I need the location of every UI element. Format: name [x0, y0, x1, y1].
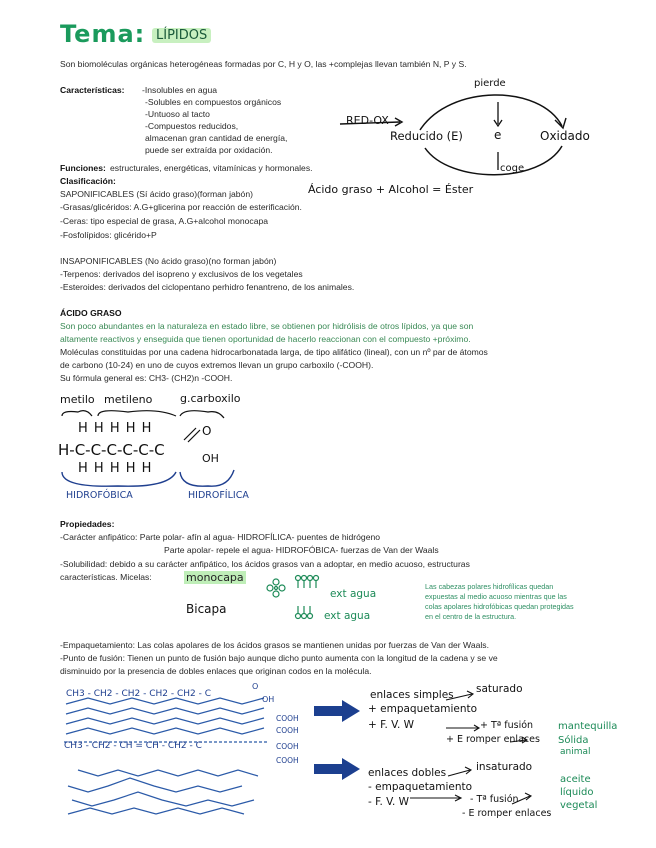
micelle-note: en el centro de la estructura.: [425, 612, 517, 621]
mantequilla-label: Sólida: [558, 735, 589, 746]
aceite-label: vegetal: [560, 800, 598, 811]
insaturado-label: insaturado: [476, 761, 533, 773]
fusion-line: disminuido por la presencia de dobles enlaces que originan codos en la molécula.: [60, 666, 372, 676]
label-metileno: metileno: [104, 393, 153, 406]
monocapa-label: monocapa: [186, 571, 244, 584]
simples-fusion: + Tª fusión: [480, 720, 534, 731]
redox-coge: coge: [500, 163, 525, 174]
redox-label: RED-OX: [346, 114, 389, 127]
caracteristica-item: -Compuestos reducidos,: [145, 121, 239, 131]
acido-graso-line: Moléculas constituidas por una cadena hidrocarbonatada larga, de tipo alifático (lineal), con un nº par de átomos: [60, 347, 488, 357]
sap-item: -Grasas/glicéridos: A.G+glicerina por reacción de esterificación.: [60, 202, 302, 212]
saponificables-heading: SAPONIFICABLES (Sí ácido graso)(forman jabón): [60, 189, 253, 199]
dobles-line: - F. V. W: [368, 796, 410, 808]
clasificacion-label: Clasificación:: [60, 176, 116, 186]
cooh-label: COOH: [276, 726, 299, 735]
saturado-label: saturado: [476, 683, 523, 695]
propiedades-title: Propiedades:: [60, 519, 115, 529]
title-tema: Tema:: [60, 20, 146, 48]
caracteristica-item: almacenan gran cantidad de energía,: [145, 133, 288, 143]
funciones-text: estructurales, energéticas, vitamínicas y hormonales.: [110, 163, 313, 173]
micelle-note: expuestas al medio acuoso mientras que las: [425, 592, 567, 601]
redox-pierde: pierde: [474, 78, 506, 89]
solubilidad-line: características. Micelas:: [60, 572, 152, 582]
fusion-line: -Punto de fusión: Tienen un punto de fusión bajo aunque dicho punto aumenta con la longitud de la cadena y se ve: [60, 653, 498, 663]
insaponificables-heading: INSAPONIFICABLES (No ácido graso)(no forman jabón): [60, 256, 277, 266]
caracteristica-item: puede ser extraída por oxidación.: [145, 145, 273, 155]
struct-h-bottom: H H H H H: [78, 461, 153, 476]
dobles-fusion: - E romper enlaces: [462, 808, 552, 819]
mantequilla-label: mantequilla: [558, 721, 618, 732]
arrow-icon: [312, 756, 362, 782]
caracteristica-item: -Solubles en compuestos orgánicos: [145, 97, 282, 107]
chain1: CH3 - CH2 - CH2 - CH2 - CH2 - C: [66, 689, 212, 699]
mantequilla-label: animal: [560, 747, 591, 757]
acido-graso-line: Su fórmula general es: CH3- (CH2)n -COOH.: [60, 373, 233, 383]
micelle-note: Las cabezas polares hidrofílicas quedan: [425, 582, 554, 591]
anfipatico-line: -Carácter anfipático: Parte polar- afín al agua- HIDROFÍLICA- puentes de hidrógeno: [60, 532, 381, 542]
bicapa-label: Bicapa: [186, 602, 227, 616]
cooh-label: COOH: [276, 742, 299, 751]
ext-agua-1: ext agua: [330, 588, 377, 600]
caracteristicas-label: Características:: [60, 85, 125, 95]
label-carboxilo: g.carboxilo: [180, 392, 241, 405]
label-hidrofobica: HIDROFÓBICA: [66, 490, 133, 501]
aceite-label: aceite: [560, 774, 591, 785]
solubilidad-line: -Solubilidad: debido a su carácter anfipático, los ácidos grasos van a adoptar, en medio acuoso, estructuras: [60, 559, 470, 569]
funciones-label: Funciones:: [60, 163, 106, 173]
acido-graso-green-line: altamente reactivos y enseguida que tienen oportunidad de hacerlo reaccionan con el compuesto +próximo.: [60, 334, 471, 344]
label-hidrofilica: HIDROFÍLICA: [188, 490, 249, 501]
redox-oxidado: Oxidado: [540, 129, 590, 143]
dobles-line: - empaquetamiento: [368, 781, 473, 793]
simples-fusion: + E romper enlaces: [446, 734, 540, 745]
chain1-o: O: [252, 682, 259, 691]
chain1-oh: OH: [262, 695, 275, 704]
ester-note: Ácido graso + Alcohol = Éster: [308, 183, 474, 196]
micelle-note: colas apolares hidrofóbicas quedan protegidas: [425, 602, 574, 611]
acido-graso-line: de carbono (10-24) en uno de cuyos extremos llevan un grupo carboxilo (-COOH).: [60, 360, 374, 370]
insap-item: -Esteroides: derivados del ciclopentano perhidro fenantreno, de los animales.: [60, 282, 355, 292]
cooh-label: COOH: [276, 756, 299, 765]
acido-graso-title: ÁCIDO GRASO: [60, 308, 122, 318]
aceite-label: líquido: [560, 787, 594, 798]
title-topic: LÍPIDOS: [152, 28, 211, 43]
simples-line: + empaquetamiento: [368, 703, 478, 715]
struct-chain: H-C-C-C-C-C-C: [58, 441, 165, 459]
dobles-fusion: - Tª fusión: [470, 794, 519, 805]
label-metilo: metilo: [60, 393, 95, 406]
sap-item: -Ceras: tipo especial de grasa, A.G+alcohol monocapa: [60, 216, 269, 226]
intro-text: Son biomoléculas orgánicas heterogéneas formadas por C, H y O, las +complejas llevan también N, P y S.: [60, 59, 467, 69]
cooh-label: COOH: [276, 714, 299, 723]
ext-agua-2: ext agua: [324, 610, 371, 622]
insap-item: -Terpenos: derivados del isopreno y exclusivos de los vegetales: [60, 269, 303, 279]
simples-line: enlaces simples: [370, 689, 454, 701]
arrow-icon: [312, 698, 362, 724]
redox-reducido: Reducido (E): [390, 129, 463, 143]
chain2: CH3 - CH2 - CH = CH - CH2 - C: [64, 741, 202, 751]
caracteristica-item: -Untuoso al tacto: [145, 109, 210, 119]
empaquetamiento-line: -Empaquetamiento: Las colas apolares de los ácidos grasos se mantienen unidas por fuerzas de Van der Waals.: [60, 640, 489, 650]
struct-oh: OH: [202, 452, 219, 465]
anfipatico-line: Parte apolar- repele el agua- HIDROFÓBICA- fuerzas de Van der Waals: [164, 545, 439, 555]
caracteristica-item: -Insolubles en agua: [142, 85, 218, 95]
struct-o: O: [202, 424, 212, 438]
redox-electron: e: [494, 128, 502, 142]
sap-item: -Fosfolípidos: glicérido+P: [60, 230, 157, 240]
simples-line: + F. V. W: [368, 719, 415, 731]
acido-graso-green-line: Son poco abundantes en la naturaleza en estado libre, se obtienen por hidrólisis de otros lípidos, ya que son: [60, 321, 474, 331]
struct-h-top: H H H H H: [78, 421, 153, 436]
dobles-line: enlaces dobles: [368, 767, 447, 779]
